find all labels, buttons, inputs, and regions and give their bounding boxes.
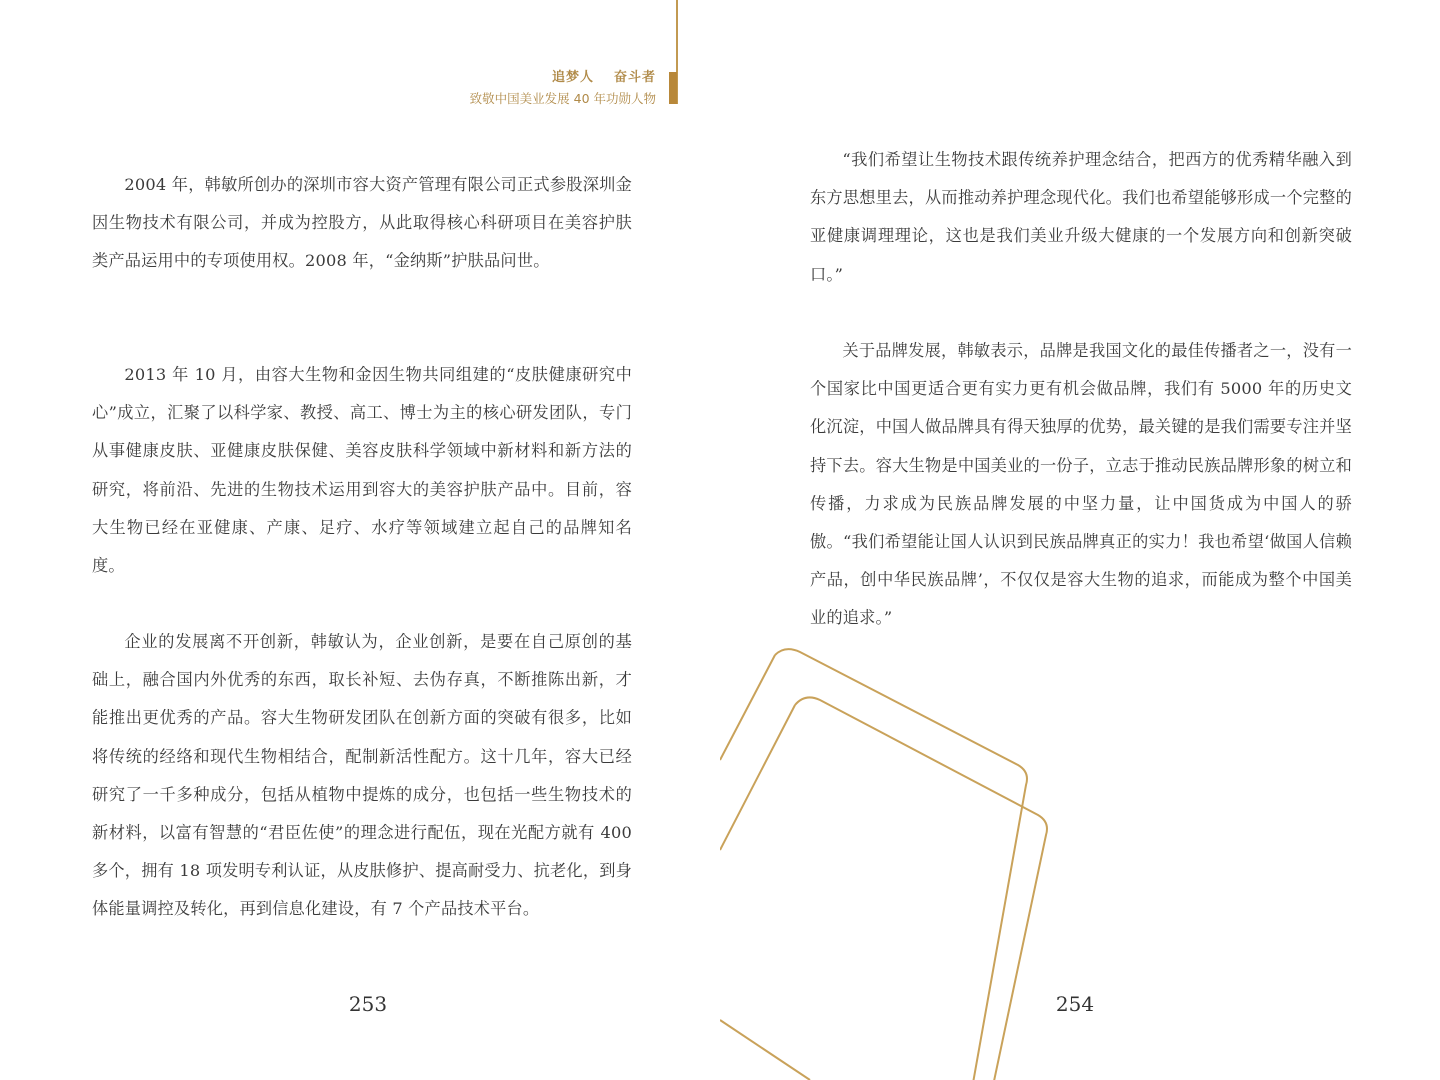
decorative-frame-outer xyxy=(720,649,1027,1080)
left-paragraph-3: 企业的发展离不开创新，韩敏认为，企业创新，是要在自己原创的基础上，融合国内外优秀的东西，取长补短、去伪存真，不断推陈出新，才能推出更优秀的产品。容大生物研发团队在创新方面的突破有很多，比如将传统的经络和现代生物相结合，配制新活性配方。这十几年，容大已经研究了一千多种成分，包括从植物中提炼的成分，也包括一些生物技术的新材料，以富有智慧的“君臣佐使”的理念进行配伍，现在光配方就有 400 多个，拥有 18 项发明专利认证，从皮肤修护、提高耐受力、抗老化，到身体能量调控及转化，再到信息化建设，有 7 个产品技术平台。 xyxy=(92,632,632,919)
page-number-right: 254 xyxy=(1055,992,1095,1016)
page-number-left: 253 xyxy=(348,992,388,1016)
running-head-subtitle: 致敬中国美业发展 40 年功勋人物 xyxy=(469,91,656,106)
running-head-title-part2: 奋斗者 xyxy=(613,70,656,85)
left-paragraph-1: 2004 年，韩敏所创办的深圳市容大资产管理有限公司正式参股深圳金因生物技术有限公司，并成为控股方，从此取得核心科研项目在美容护肤类产品运用中的专项使用权。2008 年，“金纳斯”护肤品问世。 xyxy=(92,175,632,271)
left-paragraph-2: 2013 年 10 月，由容大生物和金因生物共同组建的“皮肤健康研究中心”成立，汇聚了以科学家、教授、高工、博士为主的核心研发团队，专门从事健康皮肤、亚健康皮肤保健、美容皮肤科学领域中新材料和新方法的研究，将前沿、先进的生物技术运用到容大的美容护肤产品中。目前，容大生物已经在亚健康、产康、足疗、水疗等领域建立起自己的品牌知名度。 xyxy=(92,365,632,576)
right-paragraph-1: “我们希望让生物技术跟传统养护理念结合，把西方的优秀精华融入到东方思想里去，从而推动养护理念现代化。我们也希望能够形成一个完整的亚健康调理理论，这也是我们美业升级大健康的一个发展方向和创新突破口。” xyxy=(810,150,1352,284)
header-accent-bar xyxy=(669,72,677,104)
running-head-title xyxy=(470,68,656,88)
running-head-title-part1: 追梦人 xyxy=(551,70,594,85)
decorative-frame-left-outer xyxy=(720,655,775,760)
running-head xyxy=(470,68,656,108)
decorative-frame-bottom-inner xyxy=(720,1020,810,1080)
decorative-frame-left-inner xyxy=(720,705,795,850)
decorative-frame-inner xyxy=(795,697,1047,1080)
right-paragraph-2: 关于品牌发展，韩敏表示，品牌是我国文化的最佳传播者之一，没有一个国家比中国更适合更有实力更有机会做品牌，我们有 5000 年的历史文化沉淀，中国人做品牌具有得天独厚的优势，最关键的是我们需要专注并坚持下去。容大生物是中国美业的一份子，立志于推动民族品牌形象的树立和传播，力求成为民族品牌发展的中坚力量，让中国货成为中国人的骄傲。“我们希望能让国人认识到民族品牌真正的实力！我也希望‘做国人信赖产品，创中华民族品牌’，不仅仅是容大生物的追求，而能成为整个中国美业的追求。” xyxy=(810,341,1352,628)
right-page xyxy=(720,0,1440,1080)
